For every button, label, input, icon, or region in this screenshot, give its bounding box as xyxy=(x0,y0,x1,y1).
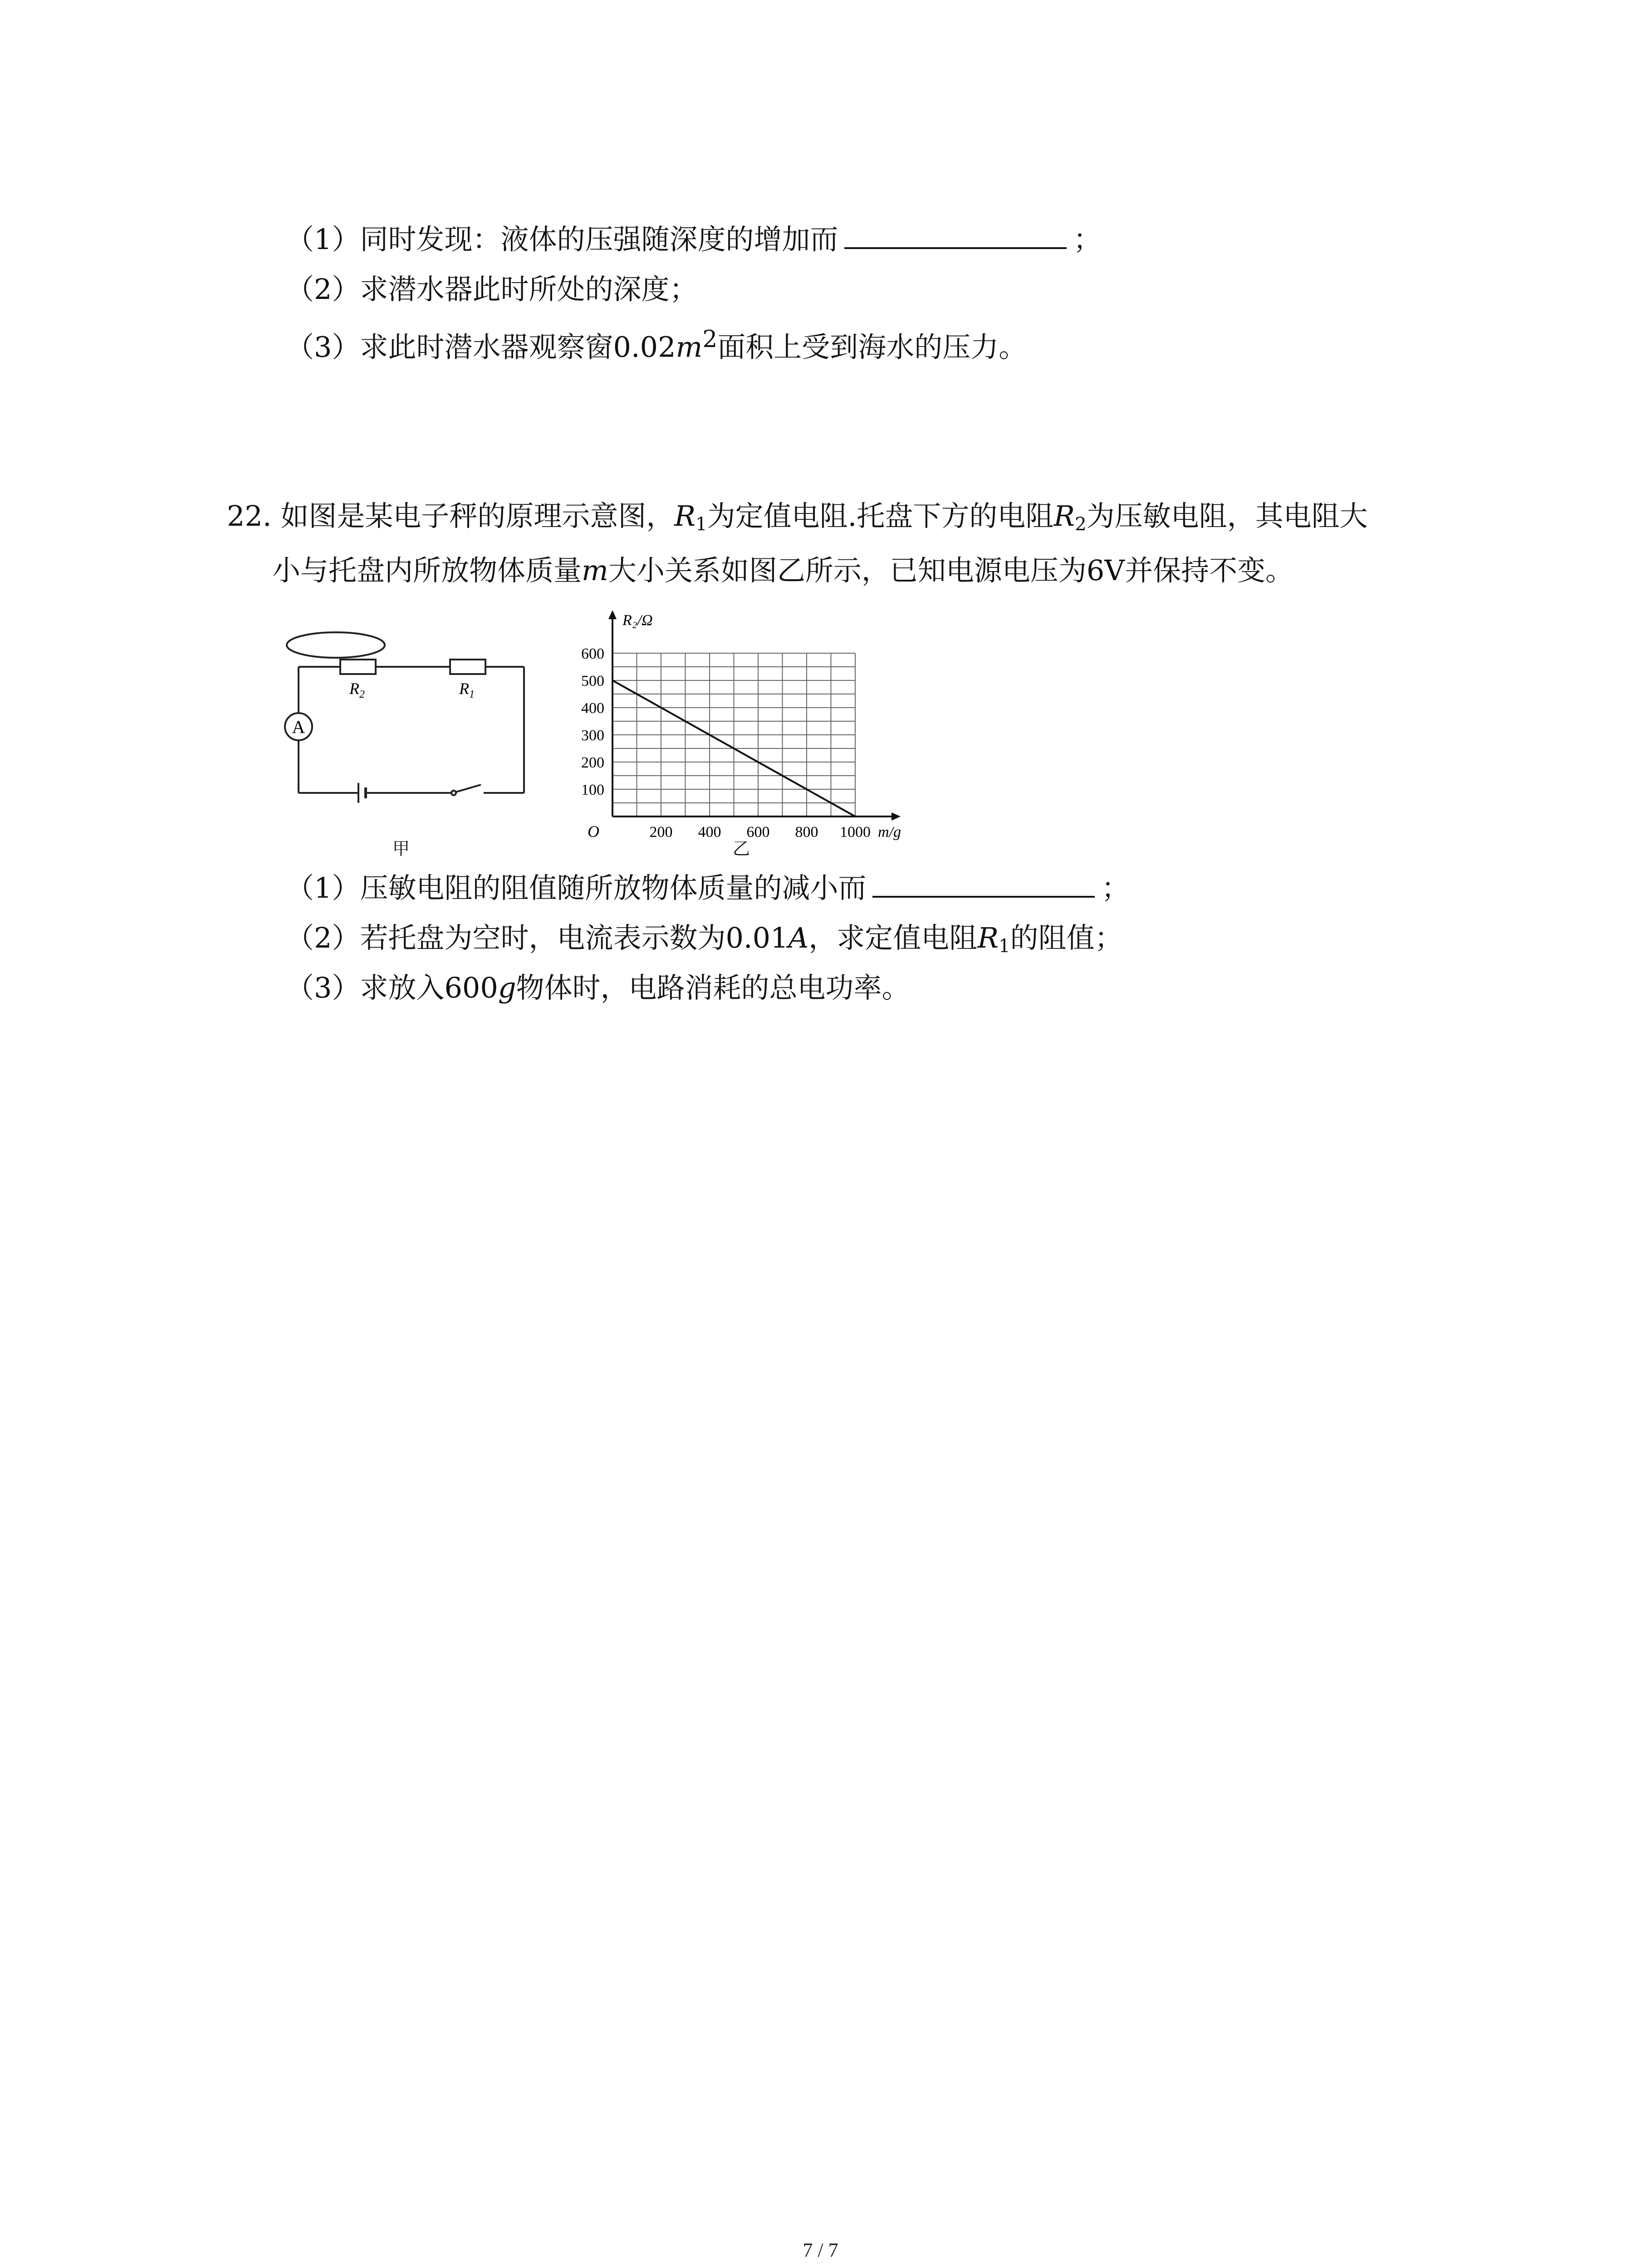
x-tick-label: 1000 xyxy=(840,824,871,841)
q22-sub3: （3）求放入600g物体时，电路消耗的总电功率。 xyxy=(286,971,910,1004)
resistance-mass-chart xyxy=(558,594,930,866)
x-tick-label: 800 xyxy=(795,824,818,841)
r1-label: $R_1$ xyxy=(459,679,475,700)
y-tick-label: 600 xyxy=(581,645,604,662)
y-tick-label: 100 xyxy=(581,782,604,798)
figure-caption-yi: 乙 xyxy=(733,839,750,859)
question-number: 22. xyxy=(227,499,272,533)
y-tick-label: 400 xyxy=(581,700,604,717)
tray xyxy=(287,632,385,658)
x-axis-label: m/g xyxy=(878,824,901,841)
resistor-r1 xyxy=(450,660,485,674)
answer-blank[interactable] xyxy=(872,870,1095,898)
q22-line2: 小与托盘内所放物体质量m大小关系如图乙所示，已知电源电压为6V并保持不变。 xyxy=(272,554,1294,587)
r2-label: $R_2$ xyxy=(349,679,365,700)
x-tick-label: 400 xyxy=(698,824,721,841)
answer-blank[interactable] xyxy=(844,222,1067,249)
origin-label: O xyxy=(588,822,599,841)
resistor-r2 xyxy=(340,660,376,674)
q22-line1: 22. 如图是某电子秤的原理示意图，$R_1$为定值电阻.托盘下方的电阻$R_2$为压敏电阻，其电阻大 xyxy=(227,499,1368,535)
circuit-diagram xyxy=(281,621,535,857)
q22-sub2: （2）若托盘为空时，电流表示数为0.01A，求定值电阻$R_1$的阻值； xyxy=(286,921,1123,957)
q21-sub2: （2）求潜水器此时所处的深度； xyxy=(286,273,698,306)
ammeter-label: A xyxy=(292,717,305,737)
q21-sub3: （3）求此时潜水器观察窗$0.02m^2$面积上受到海水的压力。 xyxy=(286,326,1027,364)
y-tick-label: 300 xyxy=(581,727,604,744)
q21-sub1: （1）同时发现：液体的压强随深度的增加而 ； xyxy=(286,223,1102,256)
y-tick-label: 200 xyxy=(581,754,604,771)
y-axis-arrow xyxy=(608,610,617,619)
x-axis-arrow xyxy=(892,812,901,821)
q22-sub1: （1）压敏电阻的阻值随所放物体质量的减小而 ； xyxy=(286,871,1130,904)
x-tick-label: 200 xyxy=(649,824,673,841)
switch xyxy=(453,785,481,793)
figure-caption-jia: 甲 xyxy=(392,839,410,859)
x-tick-label: 600 xyxy=(746,824,770,841)
y-tick-label: 500 xyxy=(581,673,604,689)
page-number: 7 / 7 xyxy=(803,2239,838,2261)
y-axis-label: R₂/Ω xyxy=(622,612,653,629)
